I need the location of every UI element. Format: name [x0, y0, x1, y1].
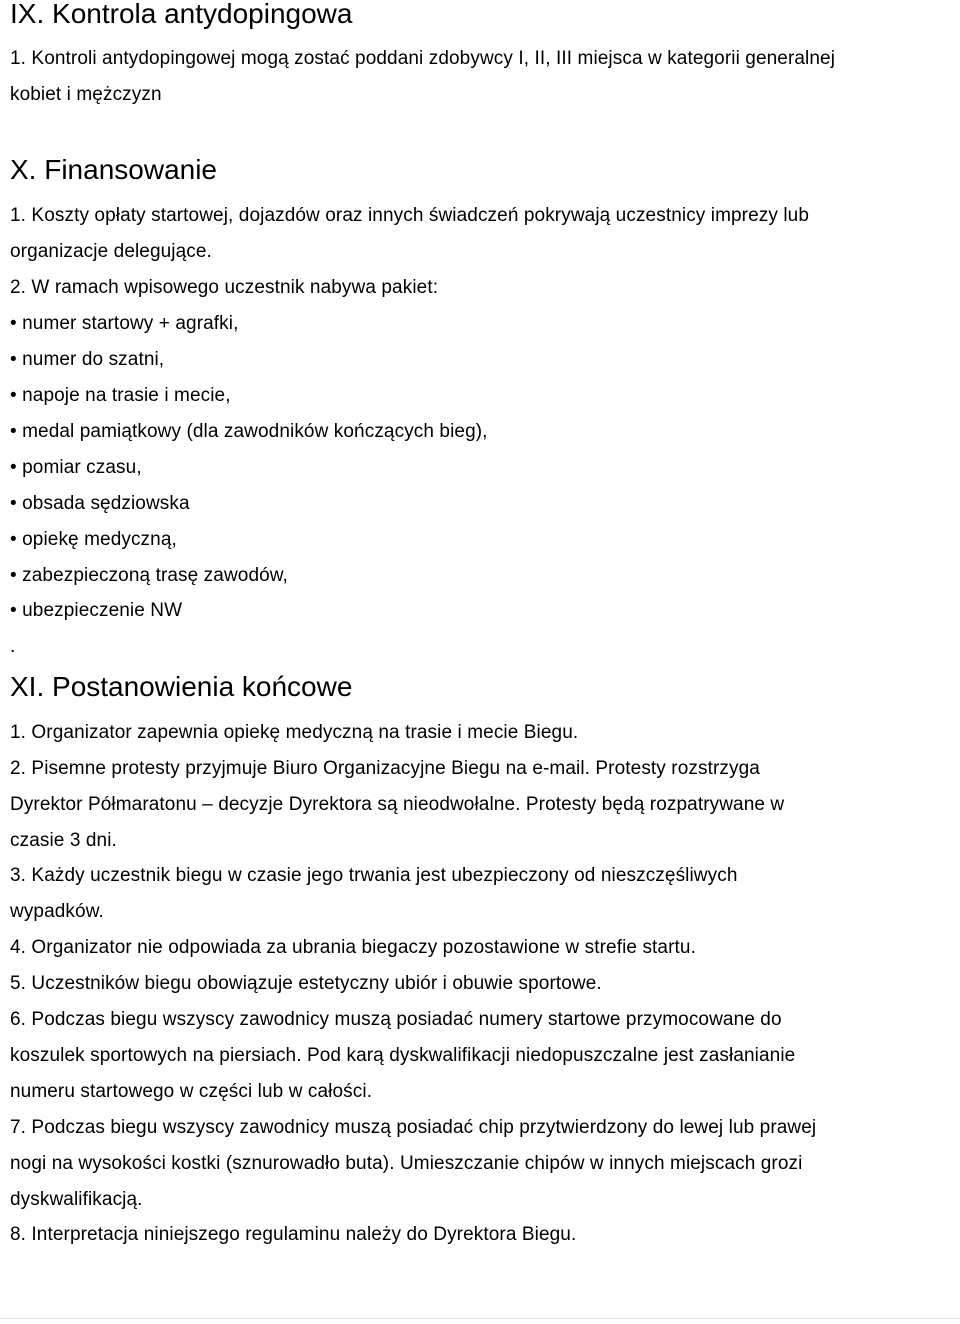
paragraph-line: 1. Kontroli antydopingowej mogą zostać poddani zdobywcy I, II, III miejsca w kategorii generalnej — [10, 48, 836, 69]
list-item: • obsada sędziowska — [10, 493, 190, 514]
list-item: • zabezpieczoną trasę zawodów, — [10, 565, 288, 586]
list-item: • medal pamiątkowy (dla zawodników kończących bieg), — [10, 421, 488, 442]
list-item: • napoje na trasie i mecie, — [10, 385, 231, 406]
paragraph-line: czasie 3 dni. — [10, 830, 117, 851]
paragraph-line: kobiet i mężczyzn — [10, 84, 162, 105]
paragraph-line: koszulek sportowych na piersiach. Pod karą dyskwalifikacji niedopuszczalne jest zasłanianie — [10, 1045, 796, 1066]
paragraph-line: 3. Każdy uczestnik biegu w czasie jego trwania jest ubezpieczony od nieszczęśliwych — [10, 865, 738, 886]
paragraph-line: 5. Uczestników biegu obowiązuje estetyczny ubiór i obuwie sportowe. — [10, 973, 602, 994]
paragraph-line: nogi na wysokości kostki (sznurowadło buta). Umieszczanie chipów w innych miejscach grozi — [10, 1153, 803, 1174]
paragraph-line: numeru startowego w części lub w całości. — [10, 1081, 373, 1102]
list-item: • numer do szatni, — [10, 349, 165, 370]
paragraph-line: 2. Pisemne protesty przyjmuje Biuro Organizacyjne Biegu na e-mail. Protesty rozstrzyga — [10, 758, 760, 779]
paragraph-line: dyskwalifikacją. — [10, 1189, 143, 1210]
paragraph-line: 7. Podczas biegu wszyscy zawodnicy muszą posiadać chip przytwierdzony do lewej lub prawej — [10, 1117, 817, 1138]
page-bottom-divider — [0, 1318, 960, 1319]
section-title-final: XI. Postanowienia końcowe — [10, 671, 353, 702]
paragraph-line: Dyrektor Półmaratonu – decyzje Dyrektora są nieodwołalne. Protesty będą rozpatrywane w — [10, 794, 785, 815]
section-title-antidoping: IX. Kontrola antydopingowa — [10, 0, 353, 29]
paragraph-line: . — [10, 636, 16, 657]
paragraph-line: 6. Podczas biegu wszyscy zawodnicy muszą posiadać numery startowe przymocowane do — [10, 1009, 782, 1030]
paragraph-line: 2. W ramach wpisowego uczestnik nabywa pakiet: — [10, 277, 439, 298]
paragraph-line: 4. Organizator nie odpowiada za ubrania biegaczy pozostawione w strefie startu. — [10, 937, 696, 958]
paragraph-line: wypadków. — [10, 901, 104, 922]
list-item: • opiekę medyczną, — [10, 529, 177, 550]
paragraph-line: 1. Organizator zapewnia opiekę medyczną na trasie i mecie Biegu. — [10, 722, 579, 743]
list-item: • pomiar czasu, — [10, 457, 142, 478]
paragraph-line: 8. Interpretacja niniejszego regulaminu należy do Dyrektora Biegu. — [10, 1224, 577, 1245]
list-item: • numer startowy + agrafki, — [10, 313, 239, 334]
paragraph-line: organizacje delegujące. — [10, 241, 212, 262]
paragraph-line: 1. Koszty opłaty startowej, dojazdów oraz innych świadczeń pokrywają uczestnicy imprezy lub — [10, 205, 810, 226]
list-item: • ubezpieczenie NW — [10, 600, 183, 621]
section-title-financing: X. Finansowanie — [10, 154, 218, 185]
